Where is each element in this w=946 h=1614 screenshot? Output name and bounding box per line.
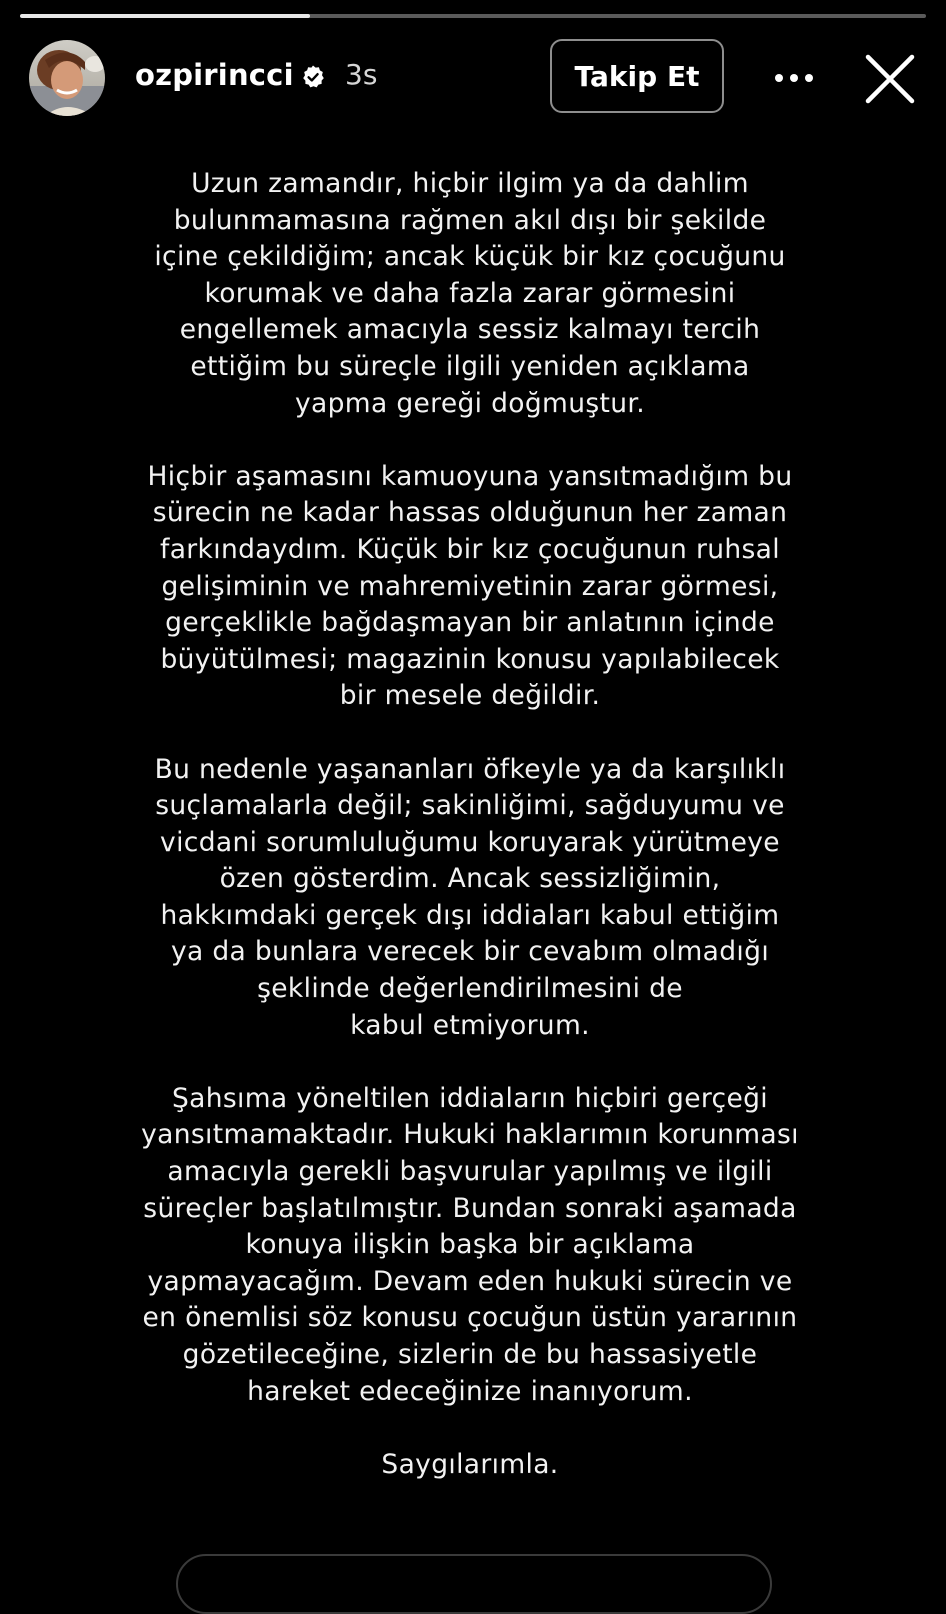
story-text-line: özen gösterdim. Ancak sessizliğimin, bbox=[219, 863, 721, 895]
story-progress-fill bbox=[20, 14, 310, 18]
story-text-line: şeklinde değerlendirilmesini de bbox=[257, 973, 683, 1005]
story-text-line: Hiçbir aşamasını kamuoyuna yansıtmadığım bu bbox=[147, 460, 793, 492]
more-horizontal-icon bbox=[774, 73, 814, 83]
story-text-line: yapma gereği doğmuştur. bbox=[295, 387, 645, 419]
story-text-line: farkındaydım. Küçük bir kız çocuğunun ruhsal bbox=[160, 533, 780, 565]
story-text-line: hakkımdaki gerçek dışı iddiaları kabul ettiğim bbox=[160, 899, 780, 931]
story-text-line: süreçler başlatılmıştır. Bundan sonraki aşamada bbox=[143, 1192, 797, 1224]
story-paragraph bbox=[60, 1081, 880, 1410]
story-text-line: gelişiminin ve mahremiyetinin zarar görmesi, bbox=[161, 570, 779, 602]
story-text-line: bulunmamasına rağmen akıl dışı bir şekilde bbox=[173, 204, 767, 236]
timestamp: 3s bbox=[345, 58, 378, 91]
story-text-line: kabul etmiyorum. bbox=[350, 1009, 590, 1041]
story-text-line: gözetileceğine, sizlerin de bu hassasiyetle bbox=[182, 1339, 758, 1370]
story-paragraph bbox=[60, 459, 880, 715]
reply-bar[interactable] bbox=[176, 1554, 772, 1614]
story-text-line: amacıyla gerekli başvurular yapılmış ve ilgili bbox=[167, 1156, 773, 1188]
story-text-line: yapmayacağım. Devam eden hukuki sürecin ve bbox=[147, 1265, 793, 1297]
close-icon bbox=[862, 51, 918, 107]
follow-button[interactable]: Takip Et bbox=[550, 39, 724, 113]
story-text-line: bir mesele değildir. bbox=[339, 680, 601, 712]
story-text-line: Saygılarımla. bbox=[381, 1448, 559, 1480]
story-text-line: gerçeklikle bağdaşmayan bir anlatının içinde bbox=[165, 607, 775, 639]
story-text-line: yansıtmamaktadır. Hukuki haklarımın korunması bbox=[141, 1119, 799, 1151]
verified-badge-icon bbox=[300, 64, 326, 90]
username[interactable]: ozpirincci bbox=[135, 58, 294, 92]
story-text-line: büyütülmesi; magazinin konusu yapılabilecek bbox=[160, 643, 780, 675]
story-paragraph bbox=[60, 752, 880, 1045]
story-text-line: korumak ve daha fazla zarar görmesini bbox=[204, 277, 736, 309]
story-text-line: en önemlisi söz konusu çocuğun üstün yararının bbox=[142, 1302, 798, 1334]
story-text-line: hareket edeceğinize inanıyorum. bbox=[247, 1375, 693, 1407]
story-text-line: vicdani sorumluluğumu koruyarak yürütmeye bbox=[160, 826, 780, 858]
story-text bbox=[60, 166, 880, 1520]
story-text-line: suçlamalarla değil; sakinliğimi, sağduyumu ve bbox=[155, 790, 785, 822]
story-paragraph bbox=[60, 166, 880, 422]
story-text-line: Şahsıma yöneltilen iddiaların hiçbiri gerçeği bbox=[171, 1082, 769, 1114]
story-text-line: ettiğim bu süreçle ilgili yeniden açıklama bbox=[190, 350, 750, 382]
story-text-line: sürecin ne kadar hassas olduğunun her zaman bbox=[152, 497, 788, 529]
story-header bbox=[0, 36, 946, 120]
more-button[interactable] bbox=[768, 58, 820, 98]
close-button[interactable] bbox=[862, 51, 918, 107]
story-progress-bar bbox=[20, 14, 926, 18]
story-text-line: ya da bunlara verecek bir cevabım olmadığı bbox=[170, 936, 770, 968]
story-text-line: içine çekildiğim; ancak küçük bir kız çocuğunu bbox=[154, 241, 786, 273]
story-text-line: konuya ilişkin başka bir açıklama bbox=[245, 1229, 695, 1261]
avatar[interactable] bbox=[29, 40, 105, 116]
story-text-line: engellemek amacıyla sessiz kalmayı tercih bbox=[179, 314, 761, 346]
story-text-line: Bu nedenle yaşananları öfkeyle ya da karşılıklı bbox=[154, 753, 786, 785]
story-paragraph bbox=[60, 1447, 880, 1484]
story-text-line: Uzun zamandır, hiçbir ilgim ya da dahlim bbox=[191, 168, 749, 199]
